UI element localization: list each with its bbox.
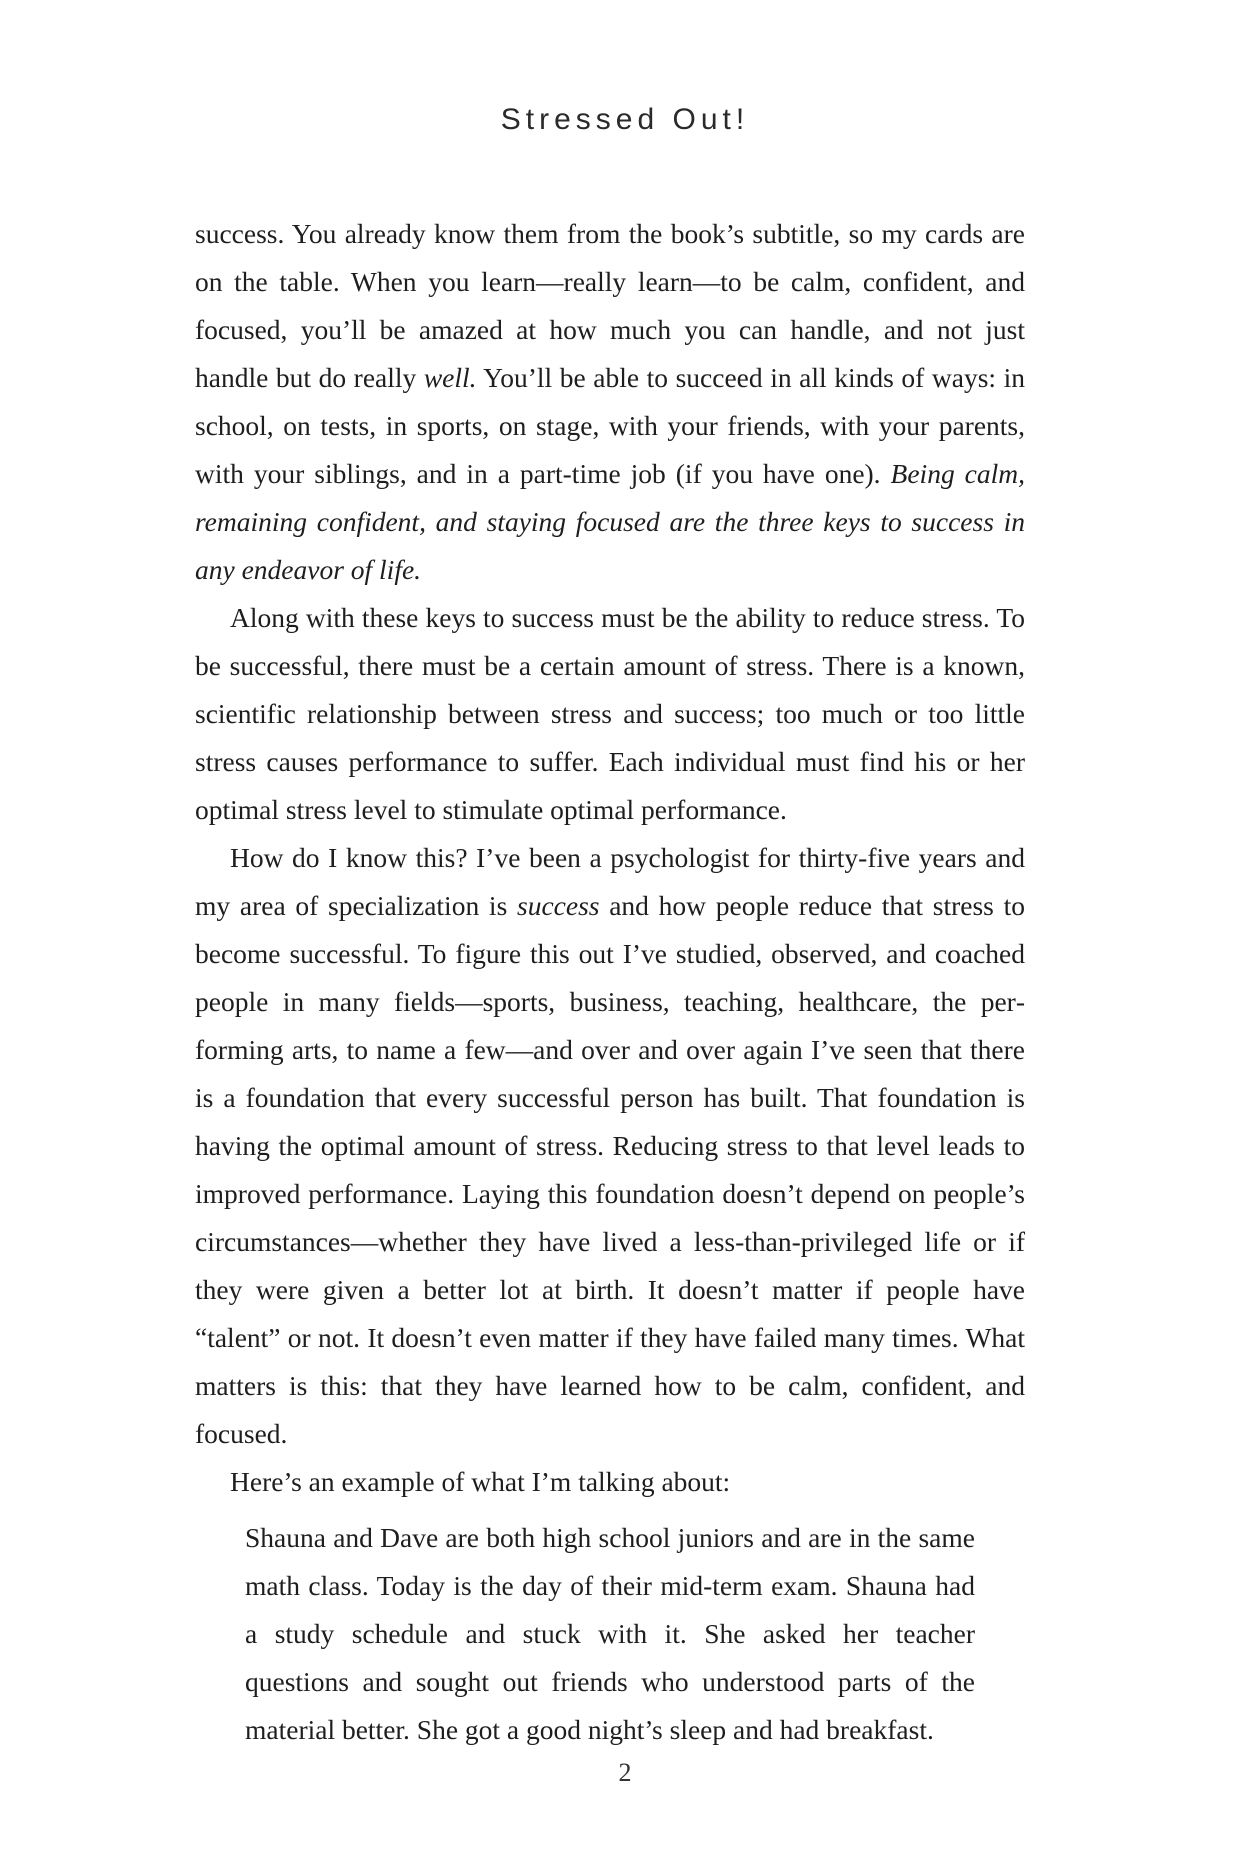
emphasis-well: well. <box>423 362 477 393</box>
paragraph-3 <box>195 834 1025 1458</box>
page-number: 2 <box>618 1758 632 1787</box>
paragraph-3-start: How do I know this? I’ve been a psychologist for thirty-five years and my area of specialization is <box>195 842 1025 921</box>
paragraph-2: Along with these keys to success must be the ability to reduce stress. To be successful, there must be a certain amount of stress. There is a known, scientific relationship between stress and success; too much or too little stress causes performance to suffer. Each individual must find his or her optimal stress level to stimulate optimal performance. <box>195 602 1025 825</box>
paragraph-4: Here’s an example of what I’m talking about: <box>230 1466 731 1497</box>
body-text <box>195 210 1025 1754</box>
block-quote-text: Shauna and Dave are both high school juniors and are in the same math class. Today is the day of their mid-term exam. Shauna had a study schedule and stuck with it. She asked her teacher questions and sought out friends who understood parts of the material better. She got a good night’s sleep and had breakfast. <box>245 1522 975 1745</box>
paragraph-3-end: and how people reduce that stress to become successful. To figure this out I’ve studied, observed, and coached people in many fields—sports, business, teaching, healthcare, the performing arts, to name a few—and over and over again I’ve seen that there is a foundation that every successful person has built. That foundation is having the optimal amount of stress. Reducing stress to that level leads to improved performance. Laying this foundation doesn’t depend on people’s circumstances—whether they have lived a less-than-privileged life or if they were given a better lot at birth. It doesn’t matter if people have “talent” or not. It doesn’t even matter if they have failed many times. What matters is this: that they have learned how to be calm, confident, and focused. <box>195 890 1025 1449</box>
emphasis-success: success <box>517 890 600 921</box>
block-quote <box>245 1514 975 1754</box>
emphasis-keys-to-success: Being calm, remaining confident, and staying focused are the three keys to success in any endeavor of life. <box>195 458 1025 585</box>
running-head: Stressed Out! <box>500 103 750 136</box>
paragraph-1-start: success. You already know them from the book’s subtitle, so my cards are on the table. When you learn—really learn—to be calm, confident, and focused, you’ll be amazed at how much you can handle, and not just handle but do really <box>195 218 1025 393</box>
paragraph-1 <box>195 210 1025 594</box>
paragraph-1-middle: You’ll be able to succeed in all kinds of ways: in school, on tests, in sports, on stage, with your friends, with your parents, with your siblings, and in a part-time job (if you have one). <box>195 362 1025 489</box>
